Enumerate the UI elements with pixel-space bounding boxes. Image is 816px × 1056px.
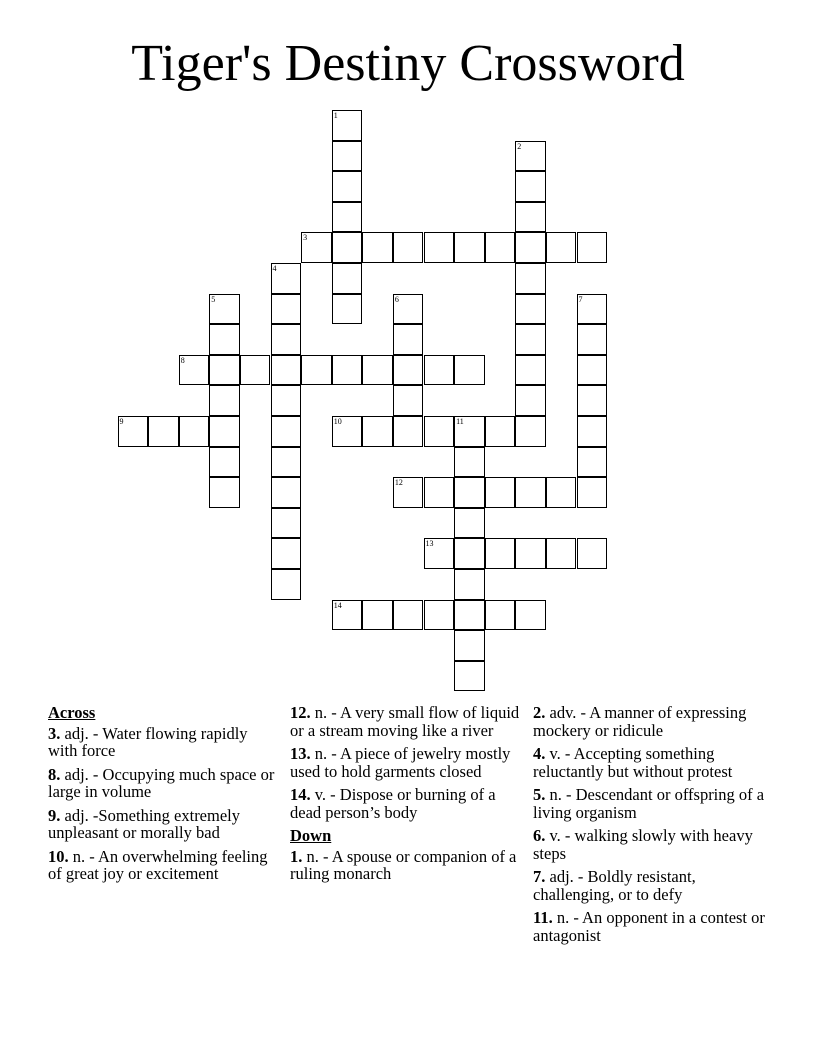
- grid-cell[interactable]: [515, 232, 546, 263]
- clue-column-2: [290, 704, 522, 889]
- grid-cell[interactable]: [332, 416, 363, 447]
- cell-number: 8: [180, 355, 185, 365]
- clue-down-2: 2. adv. - A manner of expressing mockery or ridicule: [533, 703, 747, 740]
- clue-across-3: 3. adj. - Water flowing rapidly with force: [48, 723, 248, 760]
- grid-cell[interactable]: [454, 569, 485, 600]
- grid-cell[interactable]: [454, 477, 485, 508]
- grid-cell[interactable]: [577, 477, 608, 508]
- grid-cell[interactable]: [362, 600, 393, 631]
- cell-number: 11: [456, 417, 464, 426]
- grid-cell[interactable]: [454, 661, 485, 692]
- cell-number: 13: [425, 539, 434, 549]
- grid-cell[interactable]: [393, 232, 424, 263]
- cell-number: 5: [211, 294, 216, 304]
- grid-cell[interactable]: [271, 416, 302, 447]
- grid-cell[interactable]: [209, 324, 240, 355]
- clue-across-13: 13. n. - A piece of jewelry mostly used to hold garments closed: [290, 744, 511, 781]
- cell-number: 3: [303, 233, 308, 243]
- grid-cell[interactable]: [332, 294, 363, 325]
- grid-cell[interactable]: [240, 355, 271, 386]
- grid-cell[interactable]: [515, 141, 546, 172]
- grid-cell[interactable]: [332, 202, 363, 233]
- grid-cell[interactable]: [332, 171, 363, 202]
- grid-cell[interactable]: [209, 385, 240, 416]
- clue-across-12: 12. n. - A very small flow of liquid or a stream moving like a river: [290, 703, 520, 740]
- grid-cell[interactable]: [271, 447, 302, 478]
- clue-across-8: 8. adj. - Occupying much space or large in volume: [48, 764, 275, 801]
- grid-cell[interactable]: [454, 416, 485, 447]
- clue-across-10: 10. n. - An overwhelming feeling of great joy or excitement: [48, 846, 268, 883]
- grid-cell[interactable]: [546, 477, 577, 508]
- grid-cell[interactable]: [332, 263, 363, 294]
- grid-cell[interactable]: [515, 385, 546, 416]
- grid-cell[interactable]: [332, 110, 363, 141]
- grid-cell[interactable]: [332, 232, 363, 263]
- grid-cell[interactable]: [209, 294, 240, 325]
- cell-number: 9: [119, 417, 124, 426]
- grid-cell[interactable]: [362, 355, 393, 386]
- grid-cell[interactable]: [393, 600, 424, 631]
- grid-cell[interactable]: [454, 447, 485, 478]
- grid-cell[interactable]: [485, 416, 516, 447]
- grid-cell[interactable]: [515, 324, 546, 355]
- grid-cell[interactable]: [393, 324, 424, 355]
- clue-down-7: 7. adj. - Boldly resistant, challenging, or to defy: [533, 867, 696, 904]
- down-heading: Down: [290, 826, 332, 845]
- grid-cell[interactable]: [515, 202, 546, 233]
- clue-column-1: [48, 704, 280, 889]
- cell-number: 7: [578, 294, 583, 304]
- grid-cell[interactable]: [393, 416, 424, 447]
- grid-cell[interactable]: [546, 232, 577, 263]
- grid-cell[interactable]: [424, 355, 455, 386]
- clue-down-4: 4. v. - Accepting something reluctantly but without protest: [533, 744, 733, 781]
- clue-down-5: 5. n. - Descendant or offspring of a living organism: [533, 785, 765, 822]
- grid-cell[interactable]: [271, 508, 302, 539]
- grid-cell[interactable]: [485, 232, 516, 263]
- grid-cell[interactable]: [332, 355, 363, 386]
- grid-cell[interactable]: [424, 600, 455, 631]
- grid-cell[interactable]: [515, 477, 546, 508]
- grid-cell[interactable]: [271, 263, 302, 294]
- grid-cell[interactable]: [577, 447, 608, 478]
- grid-cell[interactable]: [515, 355, 546, 386]
- grid-cell[interactable]: [209, 355, 240, 386]
- grid-cell[interactable]: [515, 416, 546, 447]
- grid-cell[interactable]: [454, 232, 485, 263]
- grid-cell[interactable]: [179, 416, 210, 447]
- grid-cell[interactable]: [209, 477, 240, 508]
- grid-cell[interactable]: [485, 538, 516, 569]
- grid-cell[interactable]: [362, 232, 393, 263]
- grid-cell[interactable]: [424, 232, 455, 263]
- grid-cell[interactable]: [577, 416, 608, 447]
- grid-cell[interactable]: [332, 141, 363, 172]
- grid-cell[interactable]: [393, 355, 424, 386]
- cell-number: 1: [333, 111, 338, 120]
- across-heading: Across: [48, 703, 96, 722]
- grid-cell[interactable]: [271, 324, 302, 355]
- cell-number: 4: [272, 264, 277, 273]
- grid-cell[interactable]: [454, 538, 485, 569]
- grid-cell[interactable]: [332, 600, 363, 631]
- grid-cell[interactable]: [271, 294, 302, 325]
- grid-cell[interactable]: [393, 385, 424, 416]
- grid-cell[interactable]: [577, 232, 608, 263]
- grid-cell[interactable]: [577, 355, 608, 386]
- grid-cell[interactable]: [485, 600, 516, 631]
- grid-cell[interactable]: [485, 477, 516, 508]
- cell-number: 12: [394, 478, 403, 488]
- clue-down-6: 6. v. - walking slowly with heavy steps: [533, 826, 753, 863]
- grid-cell[interactable]: [209, 416, 240, 447]
- grid-cell[interactable]: [515, 263, 546, 294]
- cell-number: 14: [333, 600, 342, 610]
- grid-cell[interactable]: [271, 355, 302, 386]
- grid-cell[interactable]: [271, 569, 302, 600]
- grid-cell[interactable]: [209, 447, 240, 478]
- clue-across-9: 9. adj. -Something extremely unpleasant or morally bad: [48, 805, 240, 842]
- grid-cell[interactable]: [577, 294, 608, 325]
- grid-cell[interactable]: [271, 385, 302, 416]
- grid-cell[interactable]: [454, 508, 485, 539]
- clue-column-3: [533, 704, 765, 950]
- grid-cell[interactable]: [454, 355, 485, 386]
- grid-cell[interactable]: [577, 385, 608, 416]
- grid-cell[interactable]: [424, 416, 455, 447]
- grid-cell[interactable]: [454, 600, 485, 631]
- grid-cell[interactable]: [148, 416, 179, 447]
- grid-cell[interactable]: [424, 477, 455, 508]
- grid-cell[interactable]: [179, 355, 210, 386]
- clue-down-1: 1. n. - A spouse or companion of a ruling monarch: [290, 846, 517, 883]
- grid-cell[interactable]: [424, 538, 455, 569]
- grid-cell[interactable]: [515, 294, 546, 325]
- cell-number: 2: [517, 141, 522, 151]
- grid-cell[interactable]: [515, 538, 546, 569]
- grid-cell[interactable]: [271, 477, 302, 508]
- clue-across-14: 14. v. - Dispose or burning of a dead person’s body: [290, 785, 496, 822]
- grid-cell[interactable]: [271, 538, 302, 569]
- grid-cell[interactable]: [546, 538, 577, 569]
- grid-cell[interactable]: [515, 600, 546, 631]
- grid-cell[interactable]: [301, 232, 332, 263]
- clue-down-11: 11. n. - An opponent in a contest or antagonist: [533, 908, 765, 945]
- puzzle-title: Tiger's Destiny Crossword: [131, 35, 685, 92]
- grid-cell[interactable]: [454, 630, 485, 661]
- grid-cell[interactable]: [118, 416, 149, 447]
- grid-cell[interactable]: [393, 294, 424, 325]
- grid-cell[interactable]: [577, 324, 608, 355]
- grid-cell[interactable]: [577, 538, 608, 569]
- cell-number: 6: [394, 294, 399, 304]
- grid-cell[interactable]: [393, 477, 424, 508]
- cell-number: 10: [333, 417, 342, 426]
- grid-cell[interactable]: [515, 171, 546, 202]
- grid-cell[interactable]: [362, 416, 393, 447]
- grid-cell[interactable]: [301, 355, 332, 386]
